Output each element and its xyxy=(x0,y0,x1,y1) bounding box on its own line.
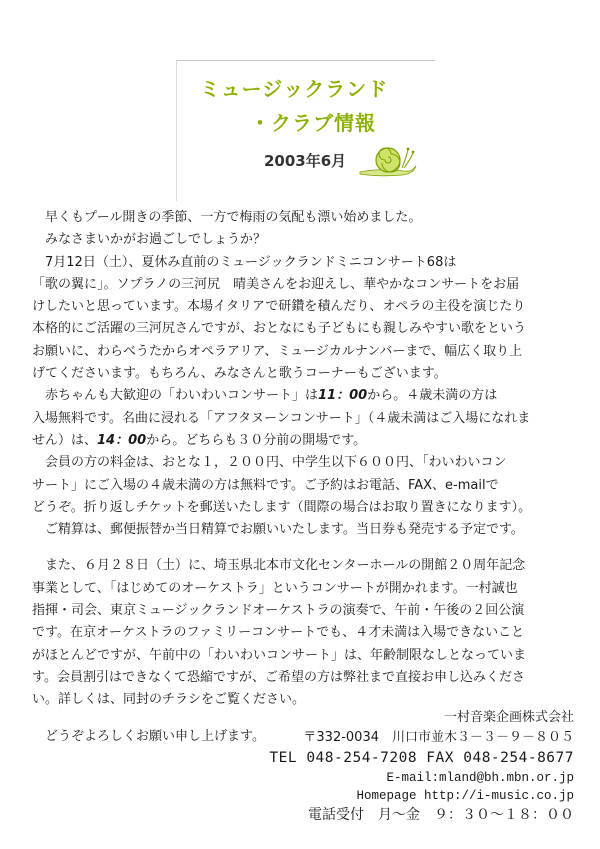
newsletter-body xyxy=(32,207,582,748)
body-line: みなさまいかがお過ごしでしょうか？ xyxy=(45,232,267,248)
body-line: 早くもプール開きの季節、一方で梅雨の気配も漂い始めました。 xyxy=(45,210,422,225)
tel-fax: TEL 048-254-7208 FAX 048-254-8677 xyxy=(269,750,574,766)
email-address: E-mail:mland@bh.mbn.or.jp xyxy=(386,771,574,785)
title-line-1: ミュージックランド xyxy=(200,77,389,101)
body-line: サート」にご入場の４歳未満の方は無料です。ご予約はお電話、FAX、e-mailで xyxy=(32,477,499,493)
concert-time-2: 14：00 xyxy=(97,432,147,448)
paragraph-gap xyxy=(32,541,582,555)
body-line: どうぞ。折り返しチケットを郵送いたします（間際の場合はお取り置きになります）。 xyxy=(32,499,532,515)
body-line: げてくださいます。もちろん、みなさんと歌うコーナーもございます。 xyxy=(32,366,447,382)
body-text: 赤ちゃんも大歓迎の「わいわいコンサート」は xyxy=(45,388,319,404)
body-line: い。詳しくは、同封のチラシをご覧ください。 xyxy=(32,692,306,708)
body-line: がほとんどですが、午前中の「わいわいコンサート」は、年齢制限なしとなっていま xyxy=(32,647,527,663)
body-line: 「歌の翼に」。ソプラノの三河尻 晴美さんをお迎えし、華やかなコンサートをお届 xyxy=(32,276,520,292)
body-text: から。４歳未満の方は xyxy=(367,388,498,404)
body-line xyxy=(32,385,582,407)
body-line: す。会員割引はできなくて恐縮ですが、ご希望の方は弊社まで直接お申し込みくださ xyxy=(32,669,525,685)
body-text: せん）は、 xyxy=(32,432,98,448)
concert-time-1: 11：00 xyxy=(318,388,368,404)
body-line: 7月12日（土）、夏休み直前のミュージックランドミニコンサート68は xyxy=(45,254,457,270)
body-line: また、６月２８日（土）に、埼玉県北本市文化センターホールの開館２０周年記念 xyxy=(45,558,526,574)
body-line: ご精算は、郵便振替か当日精算でお願いいたします。当日券も発売する予定です。 xyxy=(45,522,524,538)
body-line: です。在京オーケストラのファミリーコンサートでも、４才未満は入場できないこと xyxy=(32,625,525,641)
body-line: けしたいと思っています。本場イタリアで研鑽を積んだり、オペラの主役を演じたり xyxy=(32,299,526,315)
body-line: 会員の方の料金は、おとな１，２００円、中学生以下６００円、「わいわいコン xyxy=(45,455,507,471)
company-name: 一村音楽企画株式会社 xyxy=(443,710,574,725)
body-line xyxy=(32,430,582,452)
contact-footer xyxy=(269,708,574,825)
title-line-2: ・クラブ情報 xyxy=(250,111,376,135)
body-line: 事業として、「はじめてのオーケストラ」というコンサートが開かれます。一村誠也 xyxy=(32,580,518,596)
snail-icon xyxy=(358,138,418,178)
body-line: お願いに、わらべうたからオペラアリア、ミュージカルナンバーまで、幅広く取り上 xyxy=(32,343,523,359)
body-line: 指揮・司会、東京ミュージックランドオーケストラの演奏で、午前・午後の２回公演 xyxy=(32,603,525,619)
body-line: 入場無料です。名曲に浸れる「アフタヌーンコンサート」（４歳未満はご入場になれま xyxy=(32,410,531,426)
issue-date: 2003年6月 xyxy=(264,152,347,170)
body-text: から。どちらも３０分前の開場です。 xyxy=(146,432,367,448)
closing-line: どうぞよろしくお願い申し上げます。 xyxy=(45,728,265,744)
company-address: 〒332-0034 川口市並木３－３－９－８０５ xyxy=(303,730,574,745)
phone-hours: 電話受付 月～金 ９：３０～１８：００ xyxy=(308,807,574,823)
body-line: 本格的にご活躍の三河尻さんですが、おとなにも子どもにも親しみやすい歌をという xyxy=(32,321,527,337)
homepage-url: Homepage http://i-music.co.jp xyxy=(356,789,574,803)
